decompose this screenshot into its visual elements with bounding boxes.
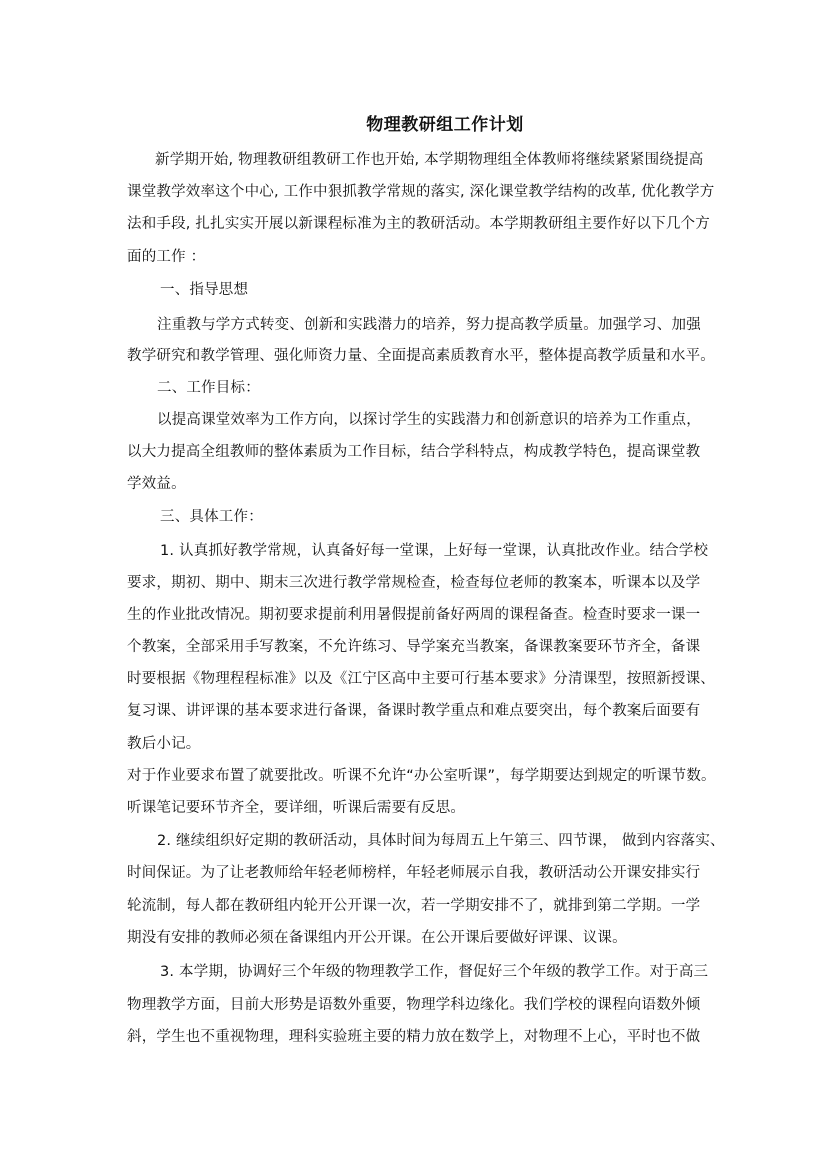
body-line: 物理教学方面，目前大形势是语数外重要，物理学科边缘化。我们学校的课程向语数外倾	[127, 997, 701, 1013]
body-line: 3. 本学期，协调好三个年级的物理教学工作，督促好三个年级的教学工作。对于高三	[160, 964, 709, 980]
body-line: 面的工作 ：	[127, 249, 206, 265]
body-line: 个教案，全部采用手写教案，不允许练习、导学案充当教案，备课教案要环节齐全，备课	[127, 639, 701, 655]
body-line: 教后小记。	[127, 736, 201, 752]
body-line: 时间保证。为了让老教师给年轻老师榜样，年轻老师展示自我，教研活动公开课安排实行	[127, 865, 701, 881]
body-line: 时要根据《物理程程标准》以及《江宁区高中主要可行基本要求》分清课型，按照新授课、	[127, 671, 715, 687]
section-heading: 一、指导思想	[160, 282, 249, 298]
body-line: 斜，学生也不重视物理，理科实验班主要的精力放在数学上，对物理不上心，平时也不做	[127, 1029, 701, 1045]
body-line: 学效益。	[127, 476, 186, 492]
body-line: 期没有安排的教师必须在备课组内开公开课。在公开课后要做好评课、议课。	[127, 930, 627, 946]
body-line: 2. 继续组织好定期的教研活动，具体时间为每周五上午第三、四节课， 做到内容落实、	[157, 833, 725, 849]
body-line: 要求，期初、期中、期末三次进行教学常规检查，检查每位老师的教案本，听课本以及学	[127, 575, 701, 591]
body-line: 以大力提高全组教师的整体素质为工作目标，结合学科特点，构成教学特色，提高课堂教	[127, 444, 701, 460]
body-line: 注重教与学方式转变、创新和实践潜力的培养，努力提高教学质量。加强学习、加强	[157, 317, 701, 333]
body-line: 轮流制，每人都在教研组内轮开公开课一次，若一学期安排不了，就排到第二学期。一学	[127, 898, 701, 914]
body-line: 法和手段, 扎扎实实开展以新课程标准为主的教研活动。本学期教研组主要作好以下几个方	[127, 216, 710, 232]
body-line: 1. 认真抓好教学常规，认真备好每一堂课，上好每一堂课，认真批改作业。结合学校	[160, 543, 709, 559]
body-line: 以提高课堂效率为工作方向，以探讨学生的实践潜力和创新意识的培养为工作重点，	[157, 412, 701, 428]
section-heading: 二、工作目标：	[157, 380, 260, 396]
body-line: 新学期开始, 物理教研组教研工作也开始, 本学期物理组全体教师将继续紧紧围绕提高	[155, 152, 704, 168]
body-line: 教学研究和教学管理、强化师资力量、全面提高素质教育水平，整体提高教学质量和水平。	[127, 348, 715, 364]
body-line: 听课笔记要环节齐全，要详细，听课后需要有反思。	[127, 800, 466, 816]
body-line: 生的作业批改情况。期初要求提前利用暑假提前备好两周的课程备查。检查时要求一课一	[127, 607, 701, 623]
body-line: 对于作业要求布置了就要批改。听课不允许“办公室听课”，每学期要达到规定的听课节数。	[127, 768, 716, 784]
document-title: 物理教研组工作计划	[366, 115, 524, 135]
section-heading: 三、具体工作：	[160, 509, 263, 525]
body-line: 复习课、讲评课的基本要求进行备课，备课时教学重点和难点要突出，每个教案后面要有	[127, 703, 701, 719]
body-line: 课堂教学效率这个中心, 工作中狠抓教学常规的落实, 深化课堂教学结构的改革, 优化教学方	[127, 184, 715, 200]
